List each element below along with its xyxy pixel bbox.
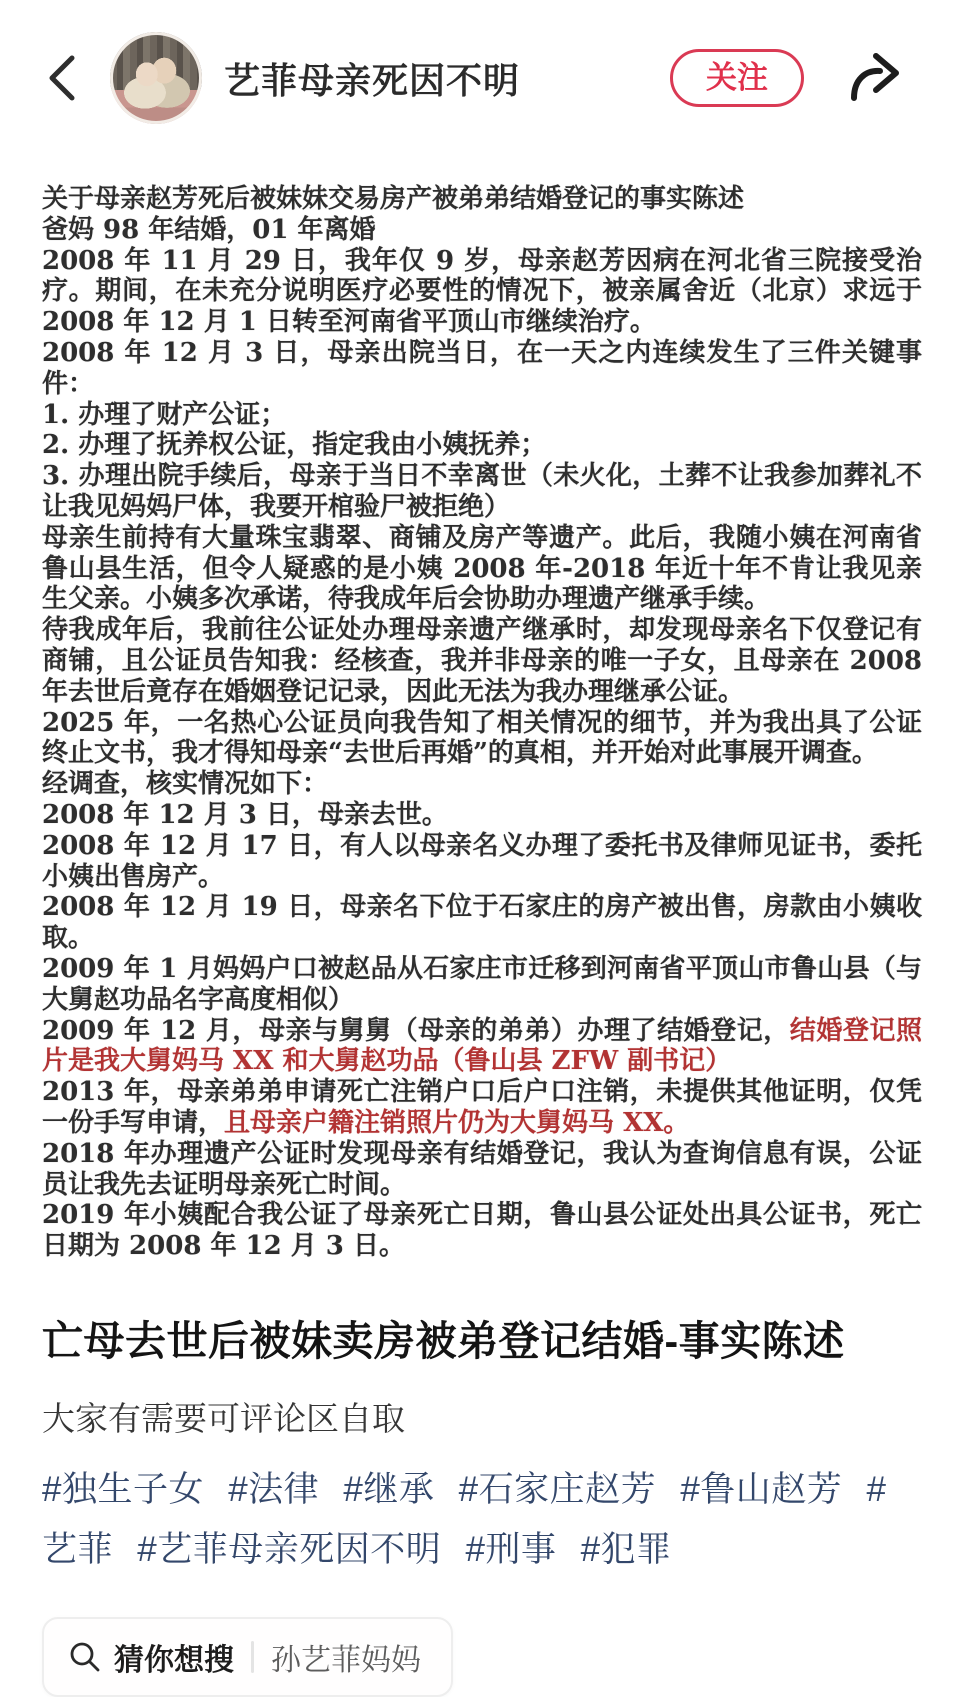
search-suggest-label: 猜你想搜: [114, 1644, 234, 1677]
avatar[interactable]: [110, 32, 202, 124]
post-body-text: 大家有需要可评论区自取: [42, 1399, 405, 1437]
doc-paragraph: 2. 办理了抚养权公证，指定我由小姨抚养；: [42, 430, 547, 461]
doc-paragraph: [42, 1077, 922, 1139]
share-button[interactable]: [838, 42, 910, 114]
doc-text-segment: 2013 年，母亲弟弟申请死亡注销户口后户口注销，未提供其他证明，仅凭一份手写申请，: [42, 1077, 922, 1138]
back-button[interactable]: [42, 48, 86, 108]
doc-paragraph: 待我成年后，我前往公证处办理母亲遗产继承时，却发现母亲名下仅登记有商铺，且公证员告知我：经核查，我并非母亲的唯一子女，且母亲在 2008 年去世后竟存在婚姻登记记录，因此无法为我办理继承公证。: [42, 615, 922, 707]
doc-paragraph: 2019 年小姨配合我公证了母亲死亡日期，鲁山县公证处出具公证书，死亡日期为 2008 年 12 月 3 日。: [42, 1200, 922, 1262]
doc-paragraph: 2008 年 12 月 3 日，母亲出院当日，在一天之内连续发生了三件关键事件：: [42, 337, 922, 399]
hashtag[interactable]: #法律: [228, 1469, 320, 1509]
hashtag-list: [42, 1460, 920, 1581]
doc-paragraph: 1. 办理了财产公证；: [42, 399, 287, 430]
hashtag[interactable]: #独生子女: [42, 1469, 204, 1509]
doc-red-segment: 结婚登记照片是我大舅妈马 XX 和大舅赵功品（鲁山县 ZFW 副书记）: [42, 1015, 922, 1077]
doc-paragraph: 3. 办理出院手续后，母亲于当日不幸离世（未火化，土葬不让我参加葬礼不让我见妈妈尸体，我要开棺验尸被拒绝）: [42, 461, 922, 522]
doc-paragraph: 2025 年，一名热心公证员向我告知了相关情况的细节，并为我出具了公证终止文书，我才得知母亲“去世后再婚”的真相，并开始对此事展开调查。: [42, 707, 922, 769]
top-bar: [0, 0, 960, 128]
chevron-left-icon: [42, 52, 82, 104]
search-suggest-chip[interactable]: [42, 1617, 453, 1697]
hashtag[interactable]: #犯罪: [580, 1530, 672, 1570]
hashtag[interactable]: #艺菲母亲死因不明: [137, 1530, 442, 1570]
doc-paragraph: 2008 年 11 月 29 日，我年仅 9 岁，母亲赵芳因病在河北省三院接受治疗。期间，在未充分说明医疗必要性的情况下，被亲属舍近（北京）求远于 2008 年 12 月 1 日转至河南省平顶山市继续治疗。: [42, 245, 922, 338]
hashtag[interactable]: #鲁山赵芳: [680, 1469, 843, 1509]
statement-document-image: [0, 184, 960, 1262]
account-name[interactable]: 艺菲母亲死因不明: [224, 59, 521, 101]
doc-paragraph: 2008 年 12 月 17 日，有人以母亲名义办理了委托书及律师见证书，委托小姨出售房产。: [42, 830, 922, 892]
doc-paragraph: 母亲生前持有大量珠宝翡翠、商铺及房产等遗产。此后，我随小姨在河南省鲁山县生活，但令人疑惑的是小姨 2008 年-2018 年近十年不肯让我见亲生父亲。小姨多次承诺，待我成年后会协助办理遗产继承手续。: [42, 522, 922, 615]
hashtag[interactable]: #石家庄赵芳: [458, 1469, 657, 1509]
doc-text-segment: 2009 年 12 月，母亲与舅舅（母亲的弟弟）办理了结婚登记，: [42, 1015, 790, 1046]
doc-paragraph: 经调查，核实情况如下：: [42, 769, 329, 800]
share-arrow-icon: [842, 46, 906, 110]
doc-paragraph: 2018 年办理遗产公证时发现母亲有结婚登记，我认为查询信息有误，公证员让我先去证明母亲死亡时间。: [42, 1138, 922, 1200]
doc-paragraph: 2009 年 1 月妈妈户口被赵品从石家庄市迁移到河南省平顶山市鲁山县（与大舅赵功品名字高度相似）: [42, 953, 922, 1015]
divider: [251, 1641, 254, 1673]
doc-paragraph: [42, 1016, 922, 1078]
doc-paragraph: 爸妈 98 年结婚，01 年离婚: [42, 214, 376, 245]
hashtag[interactable]: #艺菲: [42, 1469, 887, 1570]
search-icon: [68, 1640, 102, 1674]
doc-paragraph: 关于母亲赵芳死后被妹妹交易房产被弟弟结婚登记的事实陈述: [42, 184, 745, 214]
hashtag[interactable]: #继承: [343, 1469, 435, 1509]
doc-paragraph: 2008 年 12 月 19 日，母亲名下位于石家庄的房产被出售，房款由小姨收取。: [42, 892, 922, 954]
follow-button[interactable]: 关注: [670, 49, 804, 107]
doc-red-segment: 且母亲户籍注销照片仍为大舅妈马 XX。: [224, 1107, 690, 1138]
search-suggest-query: 孙艺菲妈妈: [271, 1644, 421, 1677]
post-title: 亡母去世后被妹卖房被弟登记结婚-事实陈述: [42, 1317, 845, 1364]
doc-paragraph: 2008 年 12 月 3 日，母亲去世。: [42, 799, 448, 830]
hashtag[interactable]: #刑事: [465, 1530, 557, 1570]
